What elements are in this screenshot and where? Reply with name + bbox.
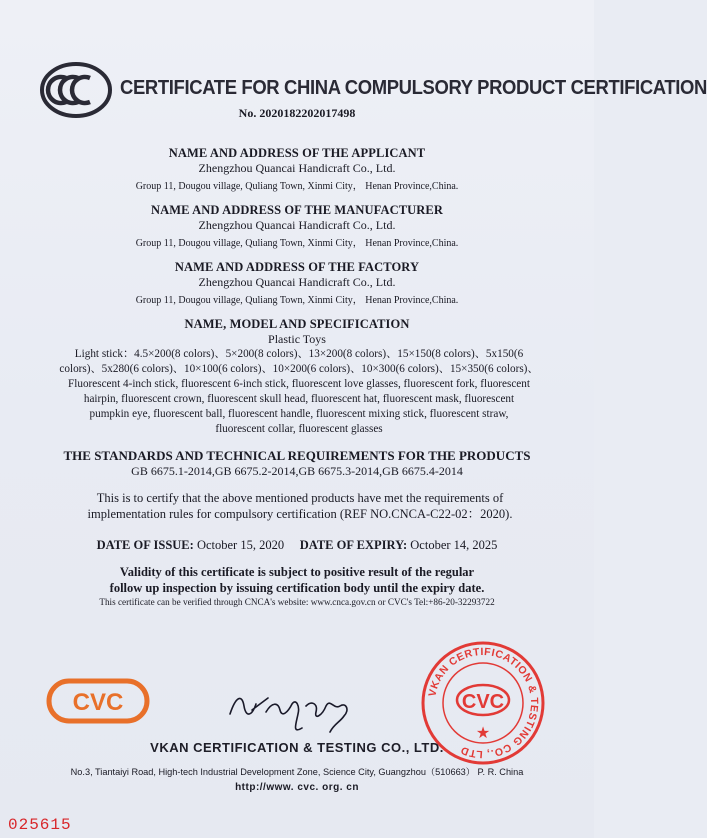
applicant-address: Group 11, Dougou village, Quliang Town, Xinmi City， Henan Province,China. <box>135 181 459 192</box>
statement-line: implementation rules for compulsory certification (REF NO.CNCA-C22-02：2020). <box>87 507 513 521</box>
spec-line: Fluorescent 4-inch stick, fluorescent 6-inch stick, fluorescent love glasses, fluorescent fork, fluorescent <box>68 378 530 390</box>
statement-line: This is to certify that the above mentioned products have met the requirements of <box>96 491 504 505</box>
issue-date-value: October 15, 2020 <box>196 538 285 552</box>
stamp-star-icon: ★ <box>475 723 491 742</box>
cvc-logo-icon <box>46 678 150 724</box>
applicant-heading: NAME AND ADDRESS OF THE APPLICANT <box>168 146 426 160</box>
manufacturer-address: Group 11, Dougou village, Quliang Town, Xinmi City， Henan Province,China. <box>135 238 459 249</box>
validity-line-1: Validity of this certificate is subject to positive result of the regular <box>119 565 475 579</box>
expiry-date-label: DATE OF EXPIRY: <box>299 538 408 552</box>
applicant-name: Zhengzhou Quancai Handicraft Co., Ltd. <box>198 161 396 175</box>
stamp-center-text: CVC <box>461 691 505 713</box>
validity-line-2: follow up inspection by issuing certification body until the expiry date. <box>109 581 485 595</box>
spec-line: hairpin, fluorescent crown, fluorescent skull head, fluorescent hat, fluorescent mask, fluorescent <box>83 393 515 405</box>
standards-list: GB 6675.1-2014,GB 6675.2-2014,GB 6675.3-2014,GB 6675.4-2014 <box>131 464 463 478</box>
spec-heading: NAME, MODEL AND SPECIFICATION <box>184 317 410 331</box>
factory-heading: NAME AND ADDRESS OF THE FACTORY <box>174 260 420 274</box>
certificate-title: CERTIFICATE FOR CHINA COMPULSORY PRODUCT CERTIFICATION <box>120 76 707 99</box>
issuer-name: VKAN CERTIFICATION & TESTING CO., LTD. <box>150 740 444 755</box>
issue-date-label: DATE OF ISSUE: <box>96 538 194 552</box>
issuer-website: http://www. cvc. org. cn <box>235 782 359 793</box>
dates-row <box>0 538 594 553</box>
manufacturer-name: Zhengzhou Quancai Handicraft Co., Ltd. <box>198 218 396 232</box>
certificate-number: No. 2020182202017498 <box>238 106 356 120</box>
stamp-arc-text: VKAN CERTIFICATION & TESTING CO., LTD <box>426 645 541 761</box>
serial-number: 025615 <box>8 816 72 834</box>
factory-name: Zhengzhou Quancai Handicraft Co., Ltd. <box>198 275 396 289</box>
spec-line: Light stick：4.5×200(8 colors)、5×200(8 colors)、13×200(8 colors)、15×150(8 colors)、5x150(6 <box>74 348 524 360</box>
verification-note: This certificate can be verified through CNCA's website: www.cnca.gov.cn or CVC's Tel:+86-20-32293722 <box>99 597 495 607</box>
expiry-date-value: October 14, 2025 <box>410 538 498 552</box>
issuer-address: No.3, Tiantaiyi Road, High-tech Industrial Development Zone, Science City, Guangzhou（510663） P. R. China <box>70 767 524 777</box>
signature-image <box>222 676 362 736</box>
spec-list <box>38 347 560 437</box>
spec-line: pumpkin eye, fluorescent ball, fluorescent handle, fluorescent mixing stick, fluorescent straw, <box>89 408 509 420</box>
spec-line: fluorescent collar, fluorescent glasses <box>215 423 383 435</box>
factory-address: Group 11, Dougou village, Quliang Town, Xinmi City， Henan Province,China. <box>135 295 459 306</box>
certification-statement <box>60 490 540 522</box>
standards-heading: THE STANDARDS AND TECHNICAL REQUIREMENTS FOR THE PRODUCTS <box>63 448 531 463</box>
manufacturer-heading: NAME AND ADDRESS OF THE MANUFACTURER <box>151 203 443 217</box>
cvc-logo-text: CVC <box>72 689 124 716</box>
spec-product: Plastic Toys <box>268 332 326 346</box>
spec-line: colors)、5x280(6 colors)、10×100(6 colors)、10×200(6 colors)、10×300(6 colors)、15×350(6 colors)、 <box>59 363 539 375</box>
